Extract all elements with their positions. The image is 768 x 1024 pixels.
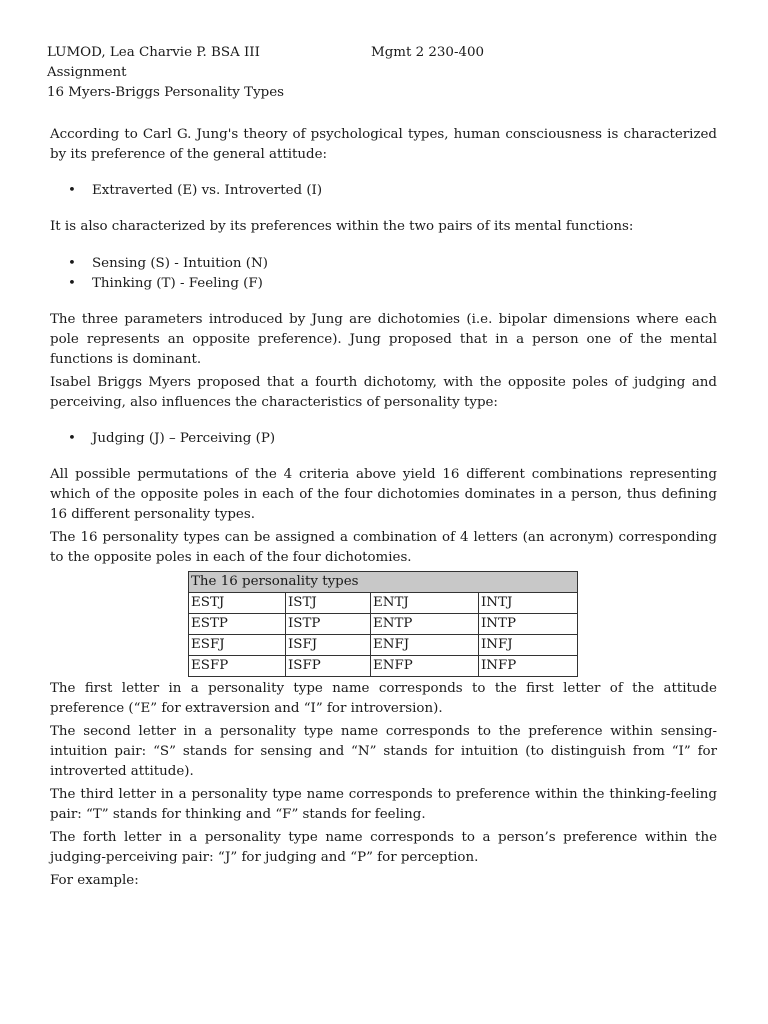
bullet-icon: •: [68, 183, 76, 198]
table-cell: INTP: [479, 614, 578, 635]
table-row: [189, 593, 578, 614]
paragraph-jung-intro: According to Carl G. Jung's theory of psychological types, human consciousness is characterized by its preference of the general attitude:: [50, 127, 717, 162]
bullet-icon: •: [68, 276, 76, 291]
bullet-list-judging: [50, 429, 717, 449]
table-cell: ISTP: [286, 614, 371, 635]
bullet-list-functions: [50, 254, 717, 294]
paragraph-for-example: For example:: [50, 873, 139, 888]
paragraph-first-letter: The first letter in a personality type name corresponds to the first letter of the attitude preference (“E” for extraversion and “I” for introversion).: [50, 681, 717, 716]
table-cell: ISFJ: [286, 635, 371, 656]
table-cell: ENFP: [371, 656, 479, 677]
table-cell: INFJ: [479, 635, 578, 656]
table-row: [189, 614, 578, 635]
bullet-icon: •: [68, 431, 76, 446]
table-cell: ENTP: [371, 614, 479, 635]
table-cell: ESFP: [189, 656, 286, 677]
paragraph-dichotomies: The three parameters introduced by Jung are dichotomies (i.e. bipolar dimensions where each pole represents an opposite preference). Jung proposed that in a person one of the mental functions is dominant.: [50, 312, 717, 367]
table-cell: ISTJ: [286, 593, 371, 614]
list-item: • Extraverted (E) vs. Introverted (I): [50, 181, 717, 201]
document-header: [47, 43, 727, 103]
table-cell: ESFJ: [189, 635, 286, 656]
bullet-icon: •: [68, 256, 76, 271]
table-header-row: [189, 572, 578, 593]
author-line: LUMOD, Lea Charvie P. BSA III: [47, 45, 260, 60]
paragraph-fourth-letter: The forth letter in a personality type name corresponds to a person’s preference within the judging-perceiving pair: “J” for judging and “P” for perception.: [50, 830, 717, 865]
table-row: [189, 656, 578, 677]
table-cell: INTJ: [479, 593, 578, 614]
table-cell: ESTJ: [189, 593, 286, 614]
table-cell: ISFP: [286, 656, 371, 677]
table-row: [189, 635, 578, 656]
list-item: • Thinking (T) - Feeling (F): [50, 274, 717, 294]
document-body: [50, 125, 717, 891]
bullet-list-attitude: [50, 181, 717, 201]
paragraph-permutations: All possible permutations of the 4 criteria above yield 16 different combinations representing which of the opposite poles in each of the four dichotomies dominates in a person, thus defining 16 different personality types.: [50, 467, 717, 522]
table-cell: ENTJ: [371, 593, 479, 614]
paragraph-mental-functions: It is also characterized by its preferences within the two pairs of its mental functions:: [50, 219, 634, 234]
table-cell: INFP: [479, 656, 578, 677]
paragraph-myers: Isabel Briggs Myers proposed that a fourth dichotomy, with the opposite poles of judging and perceiving, also influences the characteristics of personality type:: [50, 375, 717, 410]
table-title: The 16 personality types: [189, 572, 578, 593]
list-item: • Sensing (S) - Intuition (N): [50, 254, 717, 274]
personality-types-table: [188, 571, 578, 677]
paragraph-second-letter: The second letter in a personality type name corresponds to the preference within sensing-intuition pair: “S” stands for sensing and “N” stands for intuition (to distinguish from “I” for introverted attitude).: [50, 724, 717, 779]
paragraph-acronym: The 16 personality types can be assigned a combination of 4 letters (an acronym) corresponding to the opposite poles in each of the four dichotomies.: [50, 530, 717, 565]
course-code: Mgmt 2 230-400: [371, 45, 485, 60]
header-row-1: [47, 43, 727, 63]
topic-title: 16 Myers-Briggs Personality Types: [47, 85, 284, 100]
table-cell: ESTP: [189, 614, 286, 635]
table-cell: ENFJ: [371, 635, 479, 656]
paragraph-third-letter: The third letter in a personality type name corresponds to preference within the thinking-feeling pair: “T” stands for thinking and “F” stands for feeling.: [50, 787, 717, 822]
list-item: • Judging (J) – Perceiving (P): [50, 429, 717, 449]
assignment-label: Assignment: [47, 65, 127, 80]
